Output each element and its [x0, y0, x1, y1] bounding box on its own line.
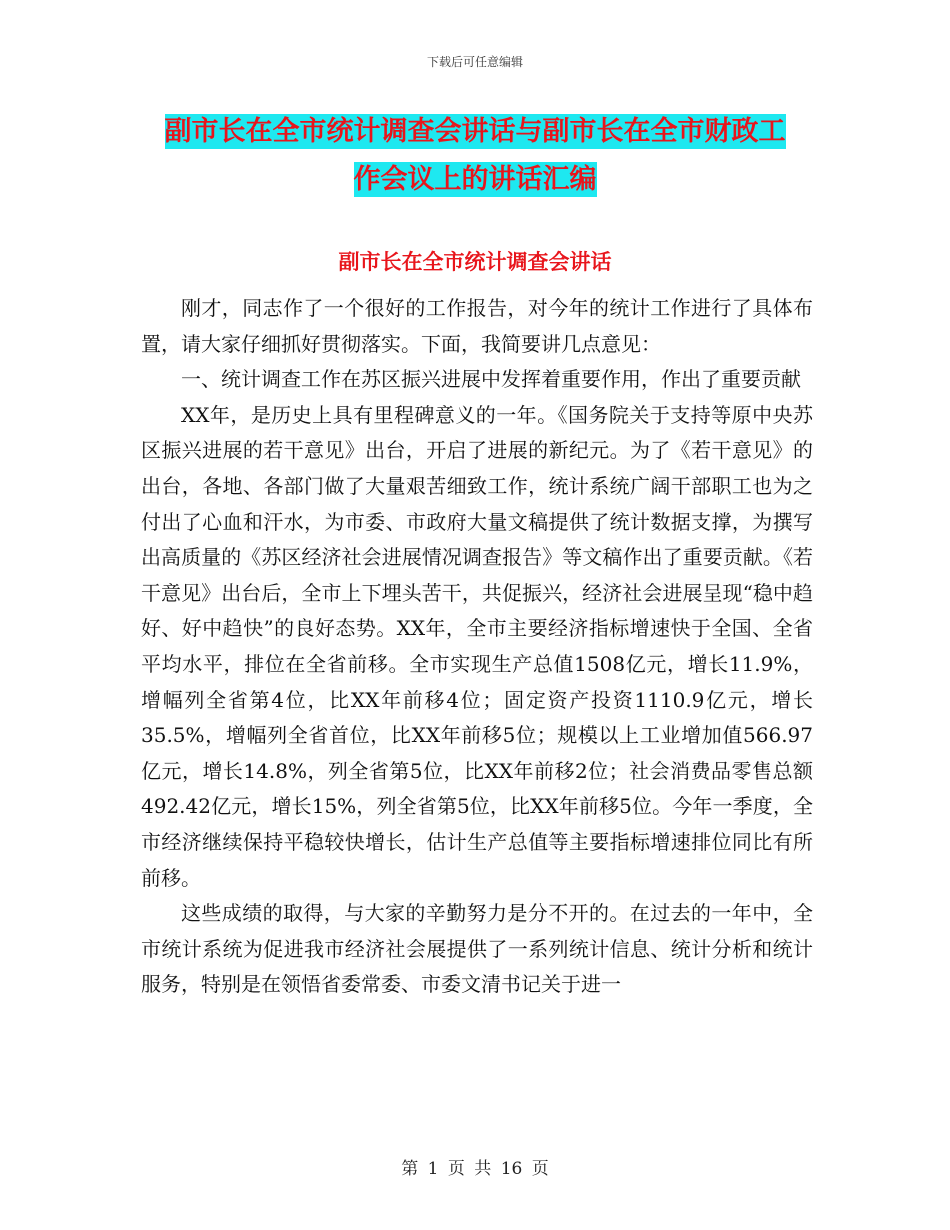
paragraph: 这些成绩的取得，与大家的辛勤努力是分不开的。在过去的一年中，全市统计系统为促进我市经济社会展提供了一系列统计信息、统计分析和统计服务，特别是在领悟省委常委、市委文清书记关于进一: [141, 901, 813, 997]
document-title: [140, 108, 810, 204]
paragraph: 刚才，同志作了一个很好的工作报告，对今年的统计工作进行了具体布置，请大家仔细抓好贯彻落实。下面，我简要讲几点意见：: [141, 296, 813, 356]
document-title-line-1: 副市长在全市统计调查会讲话与副市长在全市财政工: [164, 116, 786, 147]
header-note: 下载后可任意编辑: [426, 55, 523, 69]
section-title: 副市长在全市统计调查会讲话: [338, 250, 612, 274]
document-title-line-2: 作会议上的讲话汇编: [353, 164, 597, 195]
page-number-footer: 第 1 页 共 16 页: [401, 1159, 549, 1179]
paragraph: XX年，是历史上具有里程碑意义的一年。《国务院关于支持等原中央苏区振兴进展的若干意见》出台，开启了进展的新纪元。为了《若干意见》的出台，各地、各部门做了大量艰苦细致工作，统计系统广阔干部职工也为之付出了心血和汗水，为市委、市政府大量文稿提供了统计数据支撑，为撰写出高质量的《苏区经济社会进展情况调查报告》等文稿作出了重要贡献。《若干意见》出台后，全市上下埋头苦干，共促振兴，经济社会进展呈现“稳中趋好、好中趋快”的良好态势。XX年，全市主要经济指标增速快于全国、全省平均水平，排位在全省前移。全市实现生产总值1508亿元，增长11.9%，增幅列全省第4位，比XX年前移4位；固定资产投资1110.9亿元，增长35.5%，增幅列全省首位，比XX年前移5位；规模以上工业增加值566.97亿元，增长14.8%，列全省第5位，比XX年前移2位；社会消费品零售总额492.42亿元，增长15%，列全省第5位，比XX年前移5位。今年一季度，全市经济继续保持平稳较快增长，估计生产总值等主要指标增速排位同比有所前移。: [141, 402, 813, 890]
paragraph: 一、统计调查工作在苏区振兴进展中发挥着重要作用，作出了重要贡献: [181, 367, 801, 392]
document-body: [141, 291, 813, 1003]
